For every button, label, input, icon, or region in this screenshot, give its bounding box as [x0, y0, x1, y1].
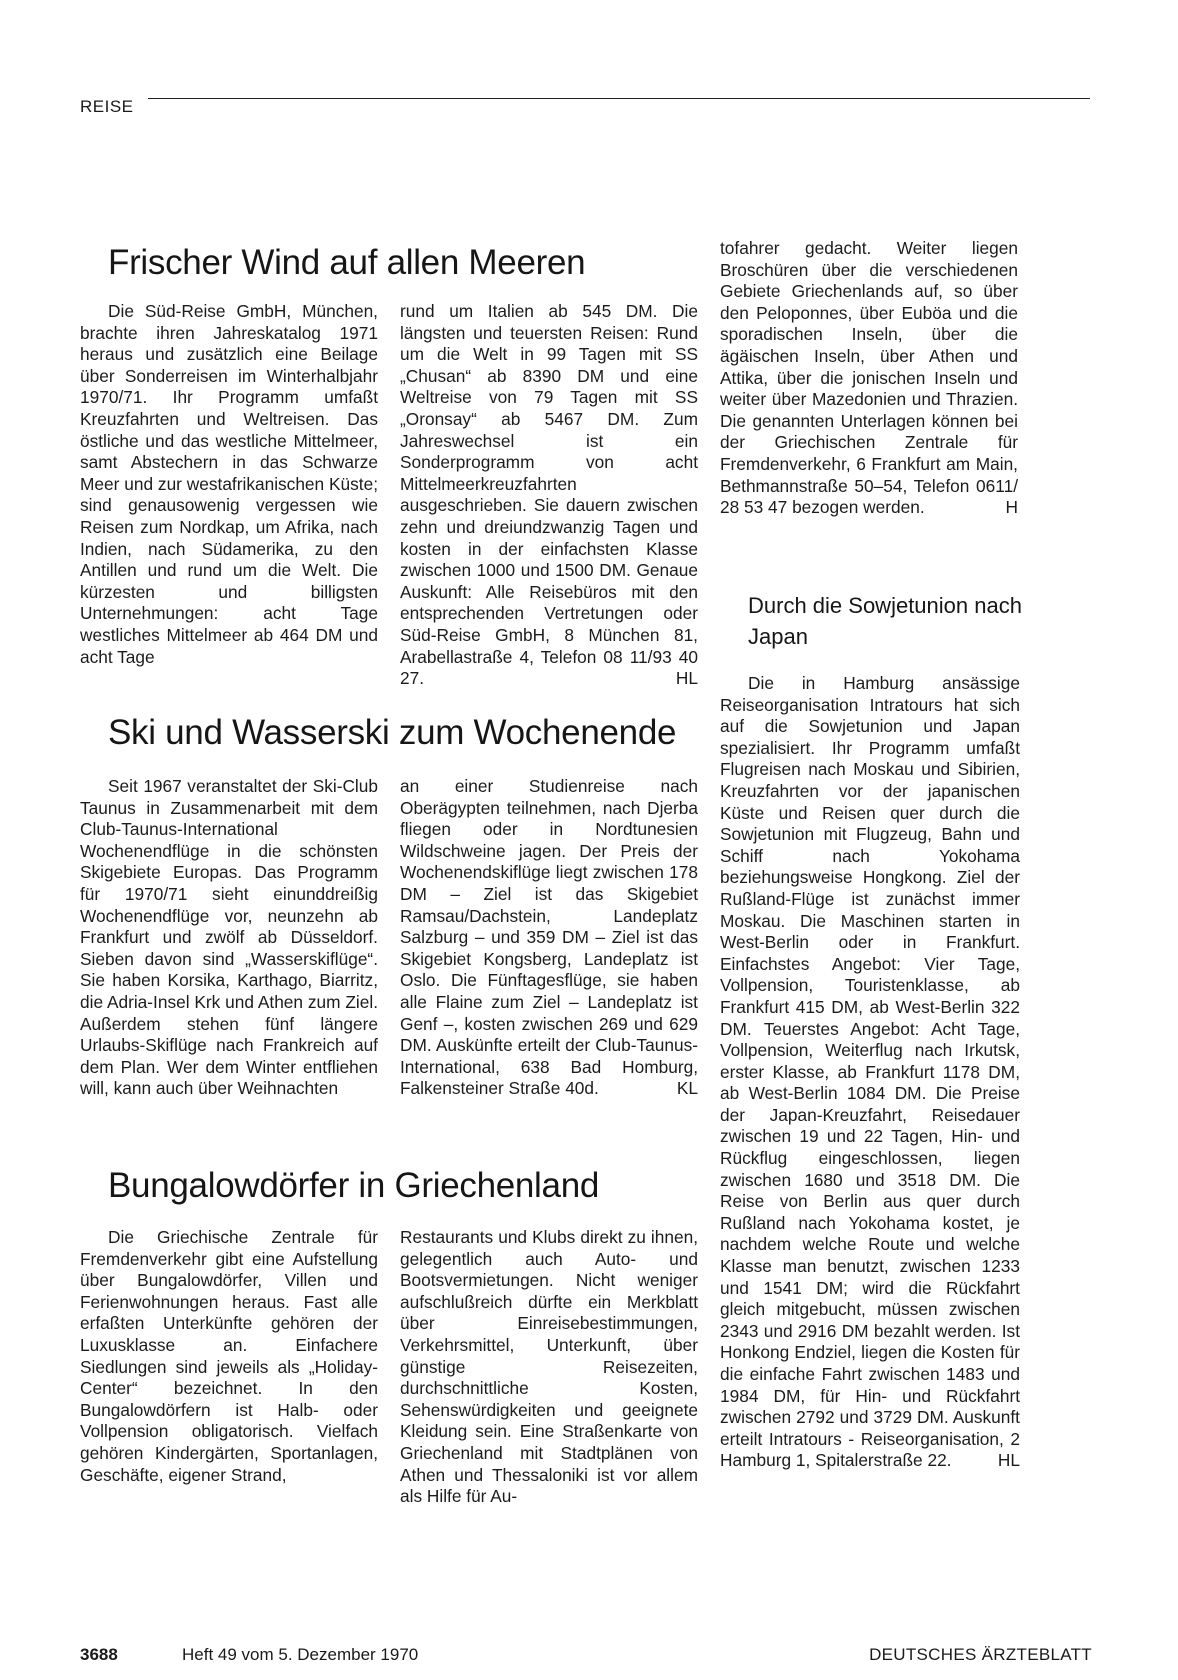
- article-text-column: Seit 1967 veranstaltet der Ski-Club Taunus in Zusammenarbeit mit dem Club-Taunus-International Wochenendflüge in die schönsten Skigebiete Europas. Das Programm für 1970/71 sieht einunddreißig Wochenendflüge vor, neunzehn ab Frankfurt und zwölf ab Düsseldorf. Sieben davon sind „Wasserskiflüge“. Sie haben Korsika, Karthago, Biarritz, die Adria-Insel Krk und Athen zum Ziel. Außerdem stehen fünf längere Urlaubs-Skiflüge nach Frankreich auf dem Plan. Wer dem Winter entfliehen will, kann auch über Weihnachten: [80, 776, 378, 1099]
- issue-info: Heft 49 vom 5. Dezember 1970: [182, 1645, 419, 1664]
- author-signature: KL: [676, 1078, 698, 1099]
- article-text-column: Die Süd-Reise GmbH, München, brachte ihren Jahreskatalog 1971 heraus und zusätzlich eine Beilage über Sonderreisen im Winterhalbjahr 1970/71. Ihr Programm umfaßt Kreuzfahrten und Weltreisen. Das östliche und das westliche Mittelmeer, samt Abstechern in das Schwarze Meer und zur westafrikanischen Küste; sind genausowenig vergessen wie Reisen zum Nordkap, um Afrika, nach Indien, nach Südamerika, zu den Antillen und rund um die Welt. Die kürzesten und billigsten Unternehmungen: acht Tage westliches Mittelmeer ab 464 DM und acht Tage: [80, 301, 378, 667]
- article-text: Die in Hamburg ansässige Reiseorganisation Intratours hat sich auf die Sowjetunion und Japan spezialisiert. Ihr Programm umfaßt Flugreisen nach Moskau und Sibirien, Kreuzfahrten vor der japanischen Küste und Reisen quer durch die Sowjetunion mit Flugzeug, Bahn und Schiff nach Yokohama beziehungsweise Hongkong. Ziel der Rußland-Flüge ist zunächst immer Moskau. Die Maschinen starten in West-Berlin oder in Frankfurt. Einfachstes Angebot: Vier Tage, Vollpension, Touristenklasse, ab Frankfurt 415 DM, ab West-Berlin 322 DM. Teuerstes Angebot: Acht Tage, Vollpension, Weiterflug nach Irkutsk, erster Klasse, ab Frankfurt 1178 DM, ab West-Berlin 1084 DM. Die Preise der Japan-Kreuzfahrt, Reisedauer zwischen 19 und 22 Tagen, Hin- und Rückflug eingeschlossen, liegen zwischen 1680 und 3518 DM. Die Reise von Berlin aus quer durch Rußland nach Yokohama kostet, je nachdem welche Route und welche Klasse man benutzt, zwischen 1233 und 1541 DM; wird die Rückfahrt gleich mitgebucht, müssen zwischen 2343 und 2916 DM bezahlt werden. Ist Honkong Endziel, liegen die Kosten für die einfache Fahrt zwischen 1483 und 1984 DM, für Hin- und Rückfahrt zwischen 2792 und 3729 DM. Auskunft erteilt Intratours - Reiseorganisation, 2 Hamburg 1, Spitalerstraße 22.: [720, 673, 1020, 1471]
- article-text: rund um Italien ab 545 DM. Die längsten und teuersten Reisen: Rund um die Welt in 99 Tagen mit SS „Chusan“ ab 8390 DM und eine Weltreise von 79 Tagen mit SS „Oronsay“ ab 5467 DM. Zum Jahreswechsel ist ein Sonderprogramm von acht Mittelmeerkreuzfahrten ausgeschrieben. Sie dauern zwischen zehn und dreiundzwanzig Tagen und kosten in der einfachsten Klasse zwischen 1000 und 1500 DM. Genaue Auskunft: Alle Reisebüros mit den entsprechenden Vertretungen oder Süd-Reise GmbH, 8 München 81, Arabellastraße 4, Telefon 08 11/93 40 27.: [400, 301, 698, 689]
- article-text-column: [400, 301, 698, 690]
- article-title: Frischer Wind auf allen Meeren: [108, 243, 586, 282]
- article-title: Durch die Sowjetunion nach Japan: [748, 593, 1022, 649]
- journal-name: DEUTSCHES ÄRZTEBLATT: [869, 1645, 1092, 1664]
- article-text-column: Die Griechische Zentrale für Fremdenverkehr gibt eine Aufstellung über Bungalowdörfer, Villen und Ferienwohnungen heraus. Fast alle erfaßten Unterkünfte gehören der Luxusklasse an. Einfachere Siedlungen sind jeweils als „Holiday-Center“ bezeichnet. In den Bungalowdörfern ist Halb- oder Vollpension obligatorisch. Vielfach gehören Kindergärten, Sportanlagen, Geschäfte, eigener Strand,: [80, 1227, 378, 1485]
- article-text: an einer Studienreise nach Oberägypten teilnehmen, nach Djerba fliegen oder in Nordtunesien Wildschweine jagen. Der Preis der Wochenendskiflüge liegt zwischen 178 DM – Ziel ist das Skigebiet Ramsau/Dachstein, Landeplatz Salzburg – und 359 DM – Ziel ist das Skigebiet Kongsberg, Landeplatz ist Oslo. Die Fünftagesflüge, sie haben alle Flaine zum Ziel – Landeplatz ist Genf –, kosten zwischen 269 und 629 DM. Auskünfte erteilt der Club-Taunus-International, 638 Bad Homburg, Falkensteiner Straße 40d.: [400, 776, 698, 1099]
- article-text: tofahrer gedacht. Weiter liegen Broschüren über die verschiedenen Gebiete Griechenlands auf, so über den Peloponnes, über Euböa und die sporadischen Inseln, über die ägäischen Inseln, über Athen und Attika, über die jonischen Inseln und weiter über Mazedonien und Thrazien. Die genannten Unterlagen können bei der Griechischen Zentrale für Fremdenverkehr, 6 Frankfurt am Main, Bethmannstraße 50–54, Telefon 0611/ 28 53 47 bezogen werden.: [720, 238, 1018, 518]
- article-text-column: [400, 776, 698, 1100]
- header-rule: [148, 98, 1090, 99]
- article-text-column: [720, 673, 1020, 1472]
- article-text-column: Restaurants und Klubs direkt zu ihnen, gelegentlich auch Auto- und Bootsvermietungen. Nicht weniger aufschlußreich dürfte ein Merkblatt über Einreisebestimmungen, Verkehrsmittel, Unterkunft, über günstige Reisezeiten, durchschnittliche Kosten, Sehenswürdigkeiten und geeignete Kleidung sein. Eine Straßenkarte von Griechenland mit Stadtplänen von Athen und Thessaloniki ist vor allem als Hilfe für Au-: [400, 1227, 698, 1507]
- author-signature: HL: [997, 1450, 1020, 1471]
- section-label: REISE: [80, 97, 134, 116]
- article-text-column: [720, 238, 1018, 519]
- page-number: 3688: [80, 1645, 118, 1664]
- author-signature: H: [1005, 497, 1018, 518]
- author-signature: HL: [675, 668, 698, 689]
- article-title: Ski und Wasserski zum Wochenende: [108, 713, 677, 752]
- article-title: Bungalowdörfer in Griechenland: [108, 1166, 600, 1205]
